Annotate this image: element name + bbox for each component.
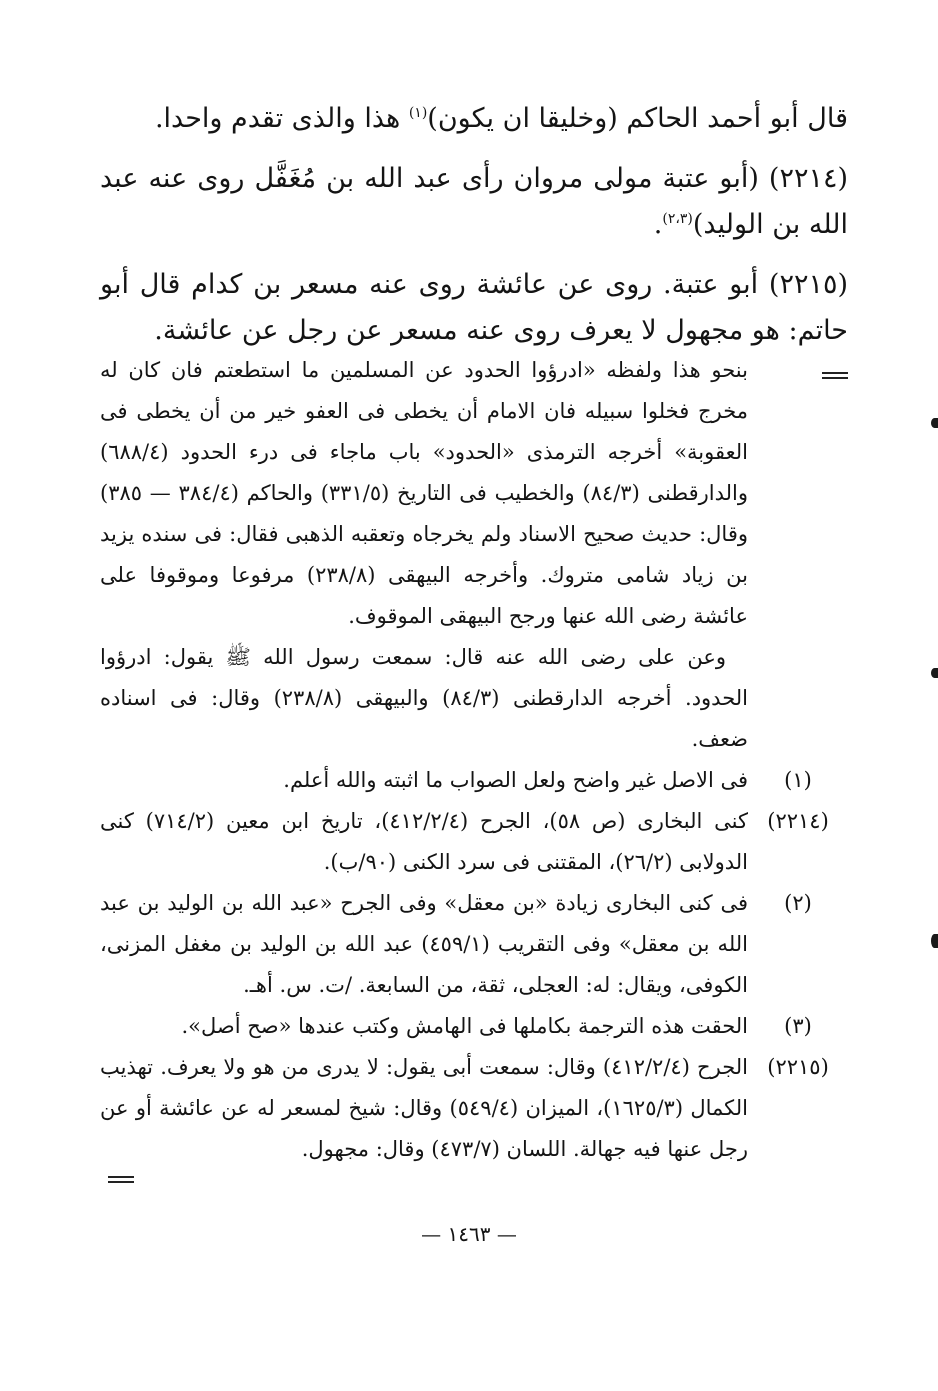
footnote-ref-1: (١) bbox=[408, 105, 428, 121]
main-paragraph-1 bbox=[100, 96, 848, 142]
footnote-continuation-paragraph-2: وعن على رضى الله عنه قال: سمعت رسول الله ﷺ يقول: ادرؤوا الحدود. أخرجه الدارقطنى (٨٤/٣) والبيهقى (٢٣٨/٨) وقال: فى اسناده ضعف. bbox=[100, 645, 748, 751]
footnote-number: (٢٢١٥) bbox=[767, 1055, 829, 1079]
footnote-2 bbox=[100, 883, 848, 1006]
entry-2214-text: (٢٢١٤) (أبو عتبة مولى مروان رأى عبد الله بن مُغَفَّل روى عنه عبد الله بن الوليد) bbox=[100, 163, 848, 240]
footnote-3 bbox=[100, 1006, 848, 1047]
footnote-number: (٣) bbox=[784, 1014, 812, 1038]
footnote-ref-2-3: (٢،٣) bbox=[662, 211, 693, 227]
main-text bbox=[100, 96, 848, 368]
main-paragraph-1-text-end: هذا والذى تقدم واحدا. bbox=[154, 103, 409, 134]
footnotes bbox=[100, 350, 848, 1183]
footnote-text: الحقت هذه الترجمة بكاملها فى الهامش وكتب عندها «صح أصل». bbox=[181, 1014, 748, 1038]
footnote-2214 bbox=[100, 801, 848, 883]
entry-2214 bbox=[100, 156, 848, 248]
entry-2214-text-end: . bbox=[653, 209, 663, 240]
footnote-text: كنى البخارى (ص ٥٨)، الجرح (٤١٢/٢/٤)، تاريخ ابن معين (٧١٤/٢) كنى الدولابى (٢٦/٢)، المقتنى فى سرد الكنى (٩٠/ب). bbox=[100, 809, 748, 874]
continuation-mark bbox=[822, 372, 848, 379]
footnote-1 bbox=[100, 760, 848, 801]
footnote-number: (١) bbox=[784, 768, 812, 792]
footnote-text: فى كنى البخارى زيادة «بن معقل» وفى الجرح «عبد الله بن الوليد بن عبد الله بن معقل» وفى التقريب (٤٥٩/١) عبد الله بن الوليد بن مغفل المزنى، الكوفى، ويقال: له: العجلى، ثقة، من السابعة. /ت. س. أهـ. bbox=[100, 891, 749, 997]
footnote-number: (٢٢١٤) bbox=[767, 809, 829, 833]
footnote-continuation bbox=[100, 350, 748, 760]
continuation-mark-end bbox=[108, 1176, 134, 1183]
footnote-text: فى الاصل غير واضح ولعل الصواب ما اثبته والله أعلم. bbox=[283, 768, 748, 792]
footnote-2215 bbox=[100, 1047, 848, 1170]
page-number: — ١٤٦٣ — bbox=[421, 1222, 517, 1246]
edge-mark bbox=[931, 418, 938, 428]
footnote-number: (٢) bbox=[784, 891, 812, 915]
edge-mark bbox=[931, 934, 938, 948]
main-paragraph-1-text: قال أبو أحمد الحاكم (وخليقا ان يكون) bbox=[427, 103, 848, 134]
footnote-continuation-paragraph-1: بنحو هذا ولفظه «ادرؤوا الحدود عن المسلمين ما استطعتم فان كان له مخرج فخلوا سبيله فان الامام أن يخطى فى العفو خير من أن يخطى فى العقوبة» أخرجه الترمذى «الحدود» باب ماجاء فى درء الحدود (٦٨٨/٤) والدارقطنى (٨٤/٣) والخطيب فى التاريخ (٣٣١/٥) والحاكم (٣٨٤/٤ — ٣٨٥) وقال: حديث صحيح الاسناد ولم يخرجاه وتعقبه الذهبى فقال: فى سنده يزيد بن زياد شامى متروك. وأخرجه البيهقى (٢٣٨/٨) مرفوعا وموقوفا على عائشة رضى الله عنها ورجح البيهقى الموقوف. bbox=[100, 358, 748, 628]
edge-mark bbox=[931, 668, 938, 678]
footnote-text: الجرح (٤١٢/٢/٤) وقال: سمعت أبى يقول: لا يدرى من هو ولا يعرف. تهذيب الكمال (١٦٢٥/٣)، الميزان (٥٤٩/٤) وقال: شيخ لمسعر له عن عائشة أو عن رجل عنها فيه جهالة. اللسان (٤٧٣/٧) وقال: مجهول. bbox=[100, 1055, 749, 1161]
entry-2215: (٢٢١٥) أبو عتبة. روى عن عائشة روى عنه مسعر بن كدام قال أبو حاتم: هو مجهول لا يعرف روى عنه مسعر عن رجل عن عائشة. bbox=[100, 269, 848, 346]
